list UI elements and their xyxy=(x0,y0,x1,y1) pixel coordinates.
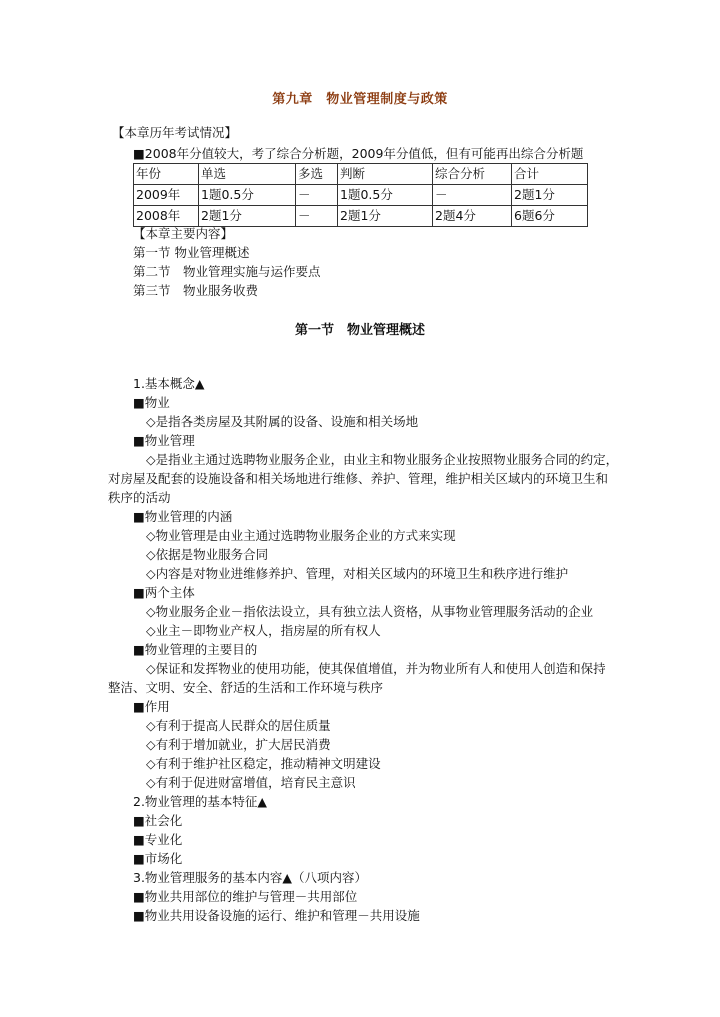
toc-item: 第三节 物业服务收费 xyxy=(133,283,259,298)
table-cell: － xyxy=(296,185,338,206)
tezheng-item: ■市场化 xyxy=(133,851,183,866)
table-header-cell: 合计 xyxy=(512,164,588,185)
section-title: 第一节 物业管理概述 xyxy=(294,323,425,338)
neirong-item: ■物业共用设备设施的运行、维护和管理－共用设施 xyxy=(133,908,420,923)
bullet-zuoyong: ■作用 xyxy=(133,699,170,714)
zhuti-item: ◇业主－即物业产权人，指房屋的所有权人 xyxy=(146,623,381,638)
tezheng-item: ■社会化 xyxy=(133,813,183,828)
table-header-cell: 年份 xyxy=(134,164,199,185)
table-header-cell: 判断 xyxy=(338,164,433,185)
bullet-wuye-guanli: ■物业管理 xyxy=(133,433,195,448)
neihan-item: ◇依据是物业服务合同 xyxy=(146,547,269,562)
table-cell: 2题4分 xyxy=(433,206,512,227)
table-cell: 2题1分 xyxy=(512,185,588,206)
exam-heading: 【本章历年考试情况】 xyxy=(112,125,238,140)
bullet-neihan: ■物业管理的内涵 xyxy=(133,509,233,524)
table-header-cell: 综合分析 xyxy=(433,164,512,185)
zuoyong-item: ◇有利于提高人民群众的居住质量 xyxy=(146,718,331,733)
table-cell: 2008年 xyxy=(134,206,199,227)
neihan-item: ◇物业管理是由业主通过选聘物业服务企业的方式来实现 xyxy=(146,528,456,543)
table-cell: 2题1分 xyxy=(338,206,433,227)
table-cell: 1题0.5分 xyxy=(199,185,296,206)
exam-note: ■2008年分值较大，考了综合分析题，2009年分值低，但有可能再出综合分析题 xyxy=(133,146,584,161)
bullet-wuye: ■物业 xyxy=(133,395,170,410)
zuoyong-item: ◇有利于增加就业，扩大居民消费 xyxy=(146,737,331,752)
wuye-definition: ◇是指各类房屋及其附属的设备、设施和相关场地 xyxy=(146,414,419,429)
wuye-guanli-definition: ◇是指业主通过选聘物业服务企业，由业主和物业服务企业按照物业服务合同的约定， xyxy=(146,452,619,467)
chapter-title: 第九章 物业管理制度与政策 xyxy=(272,92,448,107)
zuoyong-item: ◇有利于促进财富增值，培育民主意识 xyxy=(146,775,356,790)
table-row xyxy=(134,185,588,206)
table-cell: 6题6分 xyxy=(512,206,588,227)
wuye-guanli-definition: 对房屋及配套的设施设备和相关场地进行维修、养护、管理，维护相关区域内的环境卫生和 xyxy=(108,471,609,486)
mudi-item: 整洁、文明、安全、舒适的生活和工作环境与秩序 xyxy=(108,680,384,695)
table-header-row xyxy=(134,164,588,185)
bullet-zhuti: ■两个主体 xyxy=(133,585,195,600)
table-cell: － xyxy=(433,185,512,206)
exam-table xyxy=(133,163,588,227)
mudi-item: ◇保证和发挥物业的使用功能，使其保值增值，并为物业所有人和使用人创造和保持 xyxy=(146,661,606,676)
zhuti-item: ◇物业服务企业－指依法设立，具有独立法人资格，从事物业管理服务活动的企业 xyxy=(146,604,594,619)
table-cell: 2009年 xyxy=(134,185,199,206)
neihan-item: ◇内容是对物业进维修养护、管理，对相关区域内的环境卫生和秩序进行维护 xyxy=(146,566,569,581)
table-cell: 1题0.5分 xyxy=(338,185,433,206)
heading-tezheng: 2.物业管理的基本特征▲ xyxy=(133,794,268,809)
table-header-cell: 多选 xyxy=(296,164,338,185)
toc-item: 第二节 物业管理实施与运作要点 xyxy=(133,264,321,279)
table-header-cell: 单选 xyxy=(199,164,296,185)
heading-basic-concept: 1.基本概念▲ xyxy=(133,376,205,391)
toc-item: 第一节 物业管理概述 xyxy=(133,245,250,260)
table-cell: － xyxy=(296,206,338,227)
zuoyong-item: ◇有利于维护社区稳定，推动精神文明建设 xyxy=(146,756,381,771)
wuye-guanli-definition: 秩序的活动 xyxy=(108,490,171,505)
table-row xyxy=(134,206,588,227)
tezheng-item: ■专业化 xyxy=(133,832,183,847)
neirong-item: ■物业共用部位的维护与管理－共用部位 xyxy=(133,889,358,904)
table-cell: 2题1分 xyxy=(199,206,296,227)
main-content-heading: 【本章主要内容】 xyxy=(133,226,234,241)
bullet-mudi: ■物业管理的主要目的 xyxy=(133,642,258,657)
heading-neirong: 3.物业管理服务的基本内容▲（八项内容） xyxy=(133,870,368,885)
